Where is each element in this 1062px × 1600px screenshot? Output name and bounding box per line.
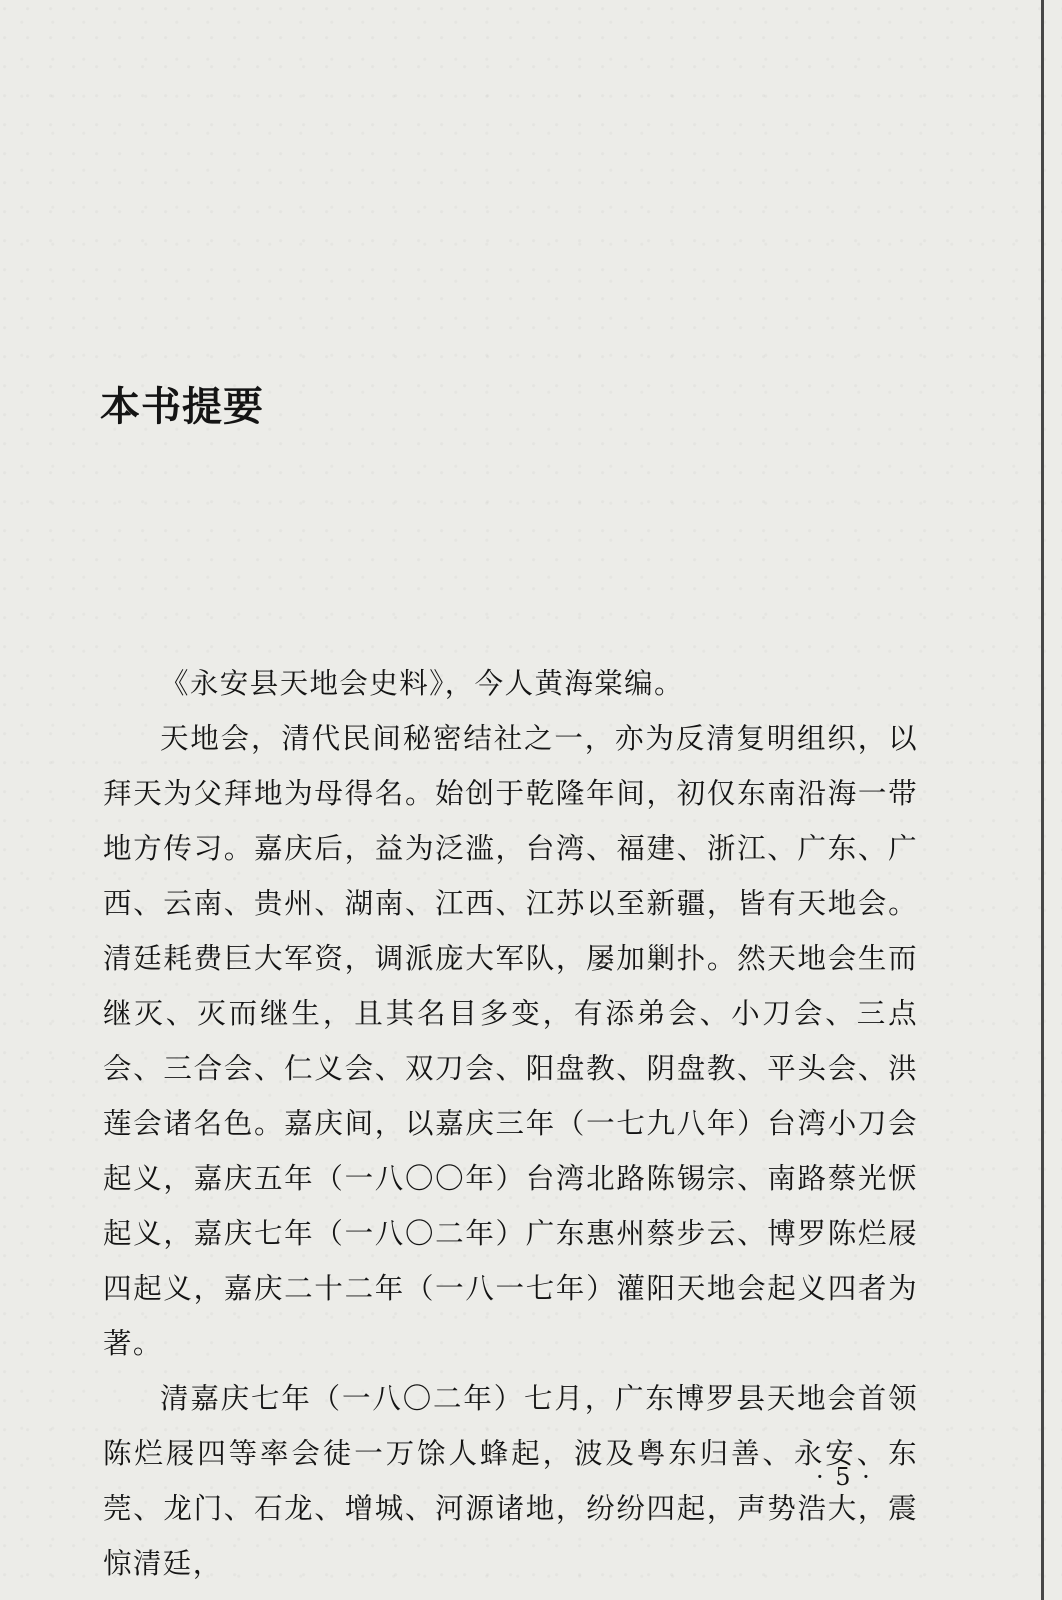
page-number: · 5 · bbox=[816, 1463, 872, 1491]
paragraph-uprising: 清嘉庆七年（一八〇二年）七月，广东博罗县天地会首领陈烂屐四等率会徒一万馀人蜂起，波及粤东归善、永安、东莞、龙门、石龙、增城、河源诸地，纷纷四起，声势浩大，震惊清廷， bbox=[103, 1382, 918, 1580]
paragraph-history: 天地会，清代民间秘密结社之一，亦为反清复明组织，以拜天为父拜地为母得名。始创于乾隆年间，初仅东南沿海一带地方传习。嘉庆后，益为泛滥，台湾、福建、浙江、广东、广西、云南、贵州、湖南、江西、江苏以至新疆，皆有天地会。清廷耗费巨大军资，调派庞大军队，屡加剿扑。然天地会生而继灭、灭而继生，且其名目多变，有添弟会、小刀会、三点会、三合会、仁义会、双刀会、阳盘教、阴盘教、平头会、洪莲会诸名色。嘉庆间，以嘉庆三年（一七九八年）台湾小刀会起义，嘉庆五年（一八〇〇年）台湾北路陈锡宗、南路蔡光恹起义，嘉庆七年（一八〇二年）广东惠州蔡步云、博罗陈烂屐四起义，嘉庆二十二年（一八一七年）灌阳天地会起义四者为著。 bbox=[103, 722, 918, 1360]
page-edge-shadow bbox=[1041, 0, 1044, 1600]
section-title: 本书提要 bbox=[100, 384, 264, 430]
paragraph-intro: 《永安县天地会史料》，今人黄海棠编。 bbox=[160, 667, 684, 700]
body-text bbox=[103, 656, 918, 1591]
